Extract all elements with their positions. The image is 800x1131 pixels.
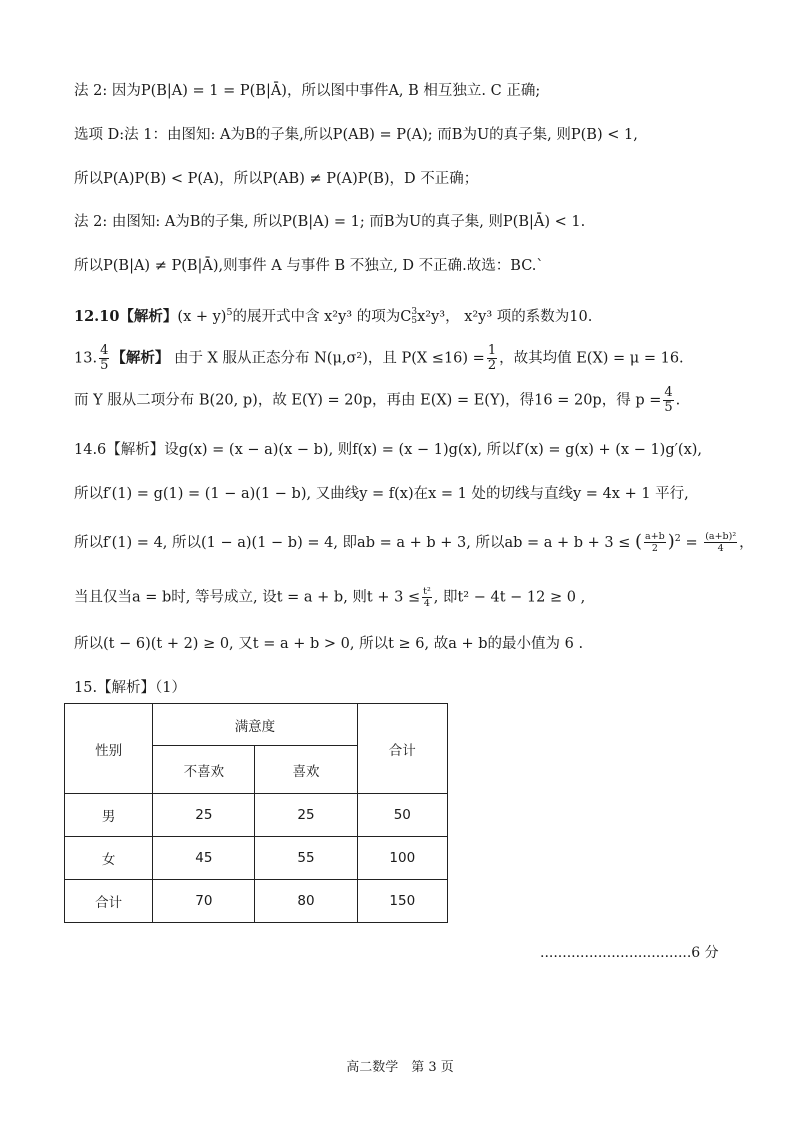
text-line: 选项 D:法 1：由图知: A为B的子集,所以P(AB) = P(A); 而B为U的真子集, 则P(B) < 1, <box>74 127 638 143</box>
text-line: 所以(t − 6)(t + 2) ≥ 0, 又t = a + b > 0, 所以t ≥ 6, 故a + b的最小值为 6 . <box>74 636 584 652</box>
table-row: 女 45 55 100 <box>65 837 448 880</box>
satisfaction-header: 满意度 <box>153 704 357 746</box>
table-row: 男 25 25 50 <box>65 794 448 837</box>
gender-header: 性别 <box>65 704 153 794</box>
question-13: 13. $\frac{4}{5}$ 【解析】 由于 X 服从正态分布 N(μ,σ²)，且 P(X ≤16) = $\frac{1}{2}$ ，故其均值 E(X) = μ = 16. <box>74 343 684 373</box>
like-header: 喜欢 <box>255 746 357 794</box>
score-marker: ..................................6 分 <box>540 945 719 961</box>
question-12: 12.10【解析】$(x + y)^5$的展开式中含 x²y³ 的项为C 3 5 x²y³， x²y³ 项的系数为10. <box>74 306 593 326</box>
text-line: 所以f′(1) = g(1) = (1 − a)(1 − b), 又曲线y = f(x)在x = 1 处的切线与直线y = 4x + 1 平行, <box>74 486 689 502</box>
contingency-table <box>64 703 448 923</box>
question-14-line3: 所以f′(1) = 4, 所以(1 − a)(1 − b) = 4, 即ab = a + b + 3, 所以ab = a + b + 3 ≤ ( $\frac{a+b}{2}$ )$^2$ = $\frac{\text{(a+b)²}}{4}$ ， <box>74 530 754 555</box>
page-footer: 高二数学 第 3 页 <box>346 1060 454 1075</box>
text-line: 所以P(A)P(B) < P(A)，所以P(AB) ≠ P(A)P(B)，D 不正确； <box>74 171 479 187</box>
answer-fraction: $\frac{4}{5}$ <box>100 343 109 373</box>
question-14-line4: 当且仅当a = b时, 等号成立, 设t = a + b, 则t + 3 ≤ $\frac{\text{t²}}{4}$ , 即t² − 4t − 12 ≥ 0 , <box>74 586 586 609</box>
p-fraction: $\frac{4}{5}$ <box>664 385 673 415</box>
half-fraction: $\frac{1}{2}$ <box>487 343 497 373</box>
question-15-head: 15.【解析】（1） <box>74 680 187 696</box>
dislike-header: 不喜欢 <box>153 746 255 794</box>
text-line: 14.6【解析】设g(x) = (x − a)(x − b), 则f(x) = (x − 1)g(x), 所以f′(x) = g(x) + (x − 1)g′(x), <box>74 442 703 458</box>
text-line: 法 2: 因为P(B|A) = 1 = P(B|Ā)，所以图中事件A, B 相互独立. C 正确; <box>74 83 541 99</box>
text-line: 法 2: 由图知: A为B的子集, 所以P(B|A) = 1; 而B为U的真子集, 则P(B|Ā) < 1. <box>74 214 586 230</box>
text-line: 所以P(B|A) ≠ P(B|Ā),则事件 A 与事件 B 不独立, D 不正确.故选：BC.` <box>74 258 544 274</box>
table-row: 合计 70 80 150 <box>65 880 448 923</box>
total-header: 合计 <box>357 704 447 794</box>
question-13-line2: 而 Y 服从二项分布 B(20, p)，故 E(Y) = 20p，再由 E(X) = E(Y)，得16 = 20p，得 p = $\frac{4}{5}$ . <box>74 385 681 415</box>
